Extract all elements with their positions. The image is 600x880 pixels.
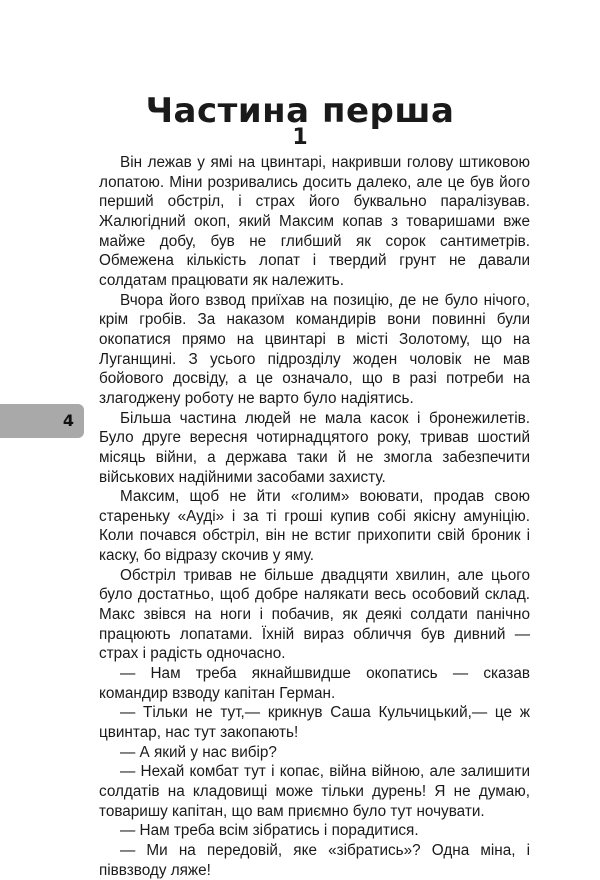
chapter-body <box>99 153 530 880</box>
chapter-number: 1 <box>292 125 308 150</box>
dialogue-line: — Нехай комбат тут і копає, війна війною, але залишити солдатів на кладовищі може тільки дурень! Я не думаю, товаришу капітан, що вам приємно було тут ночувати. <box>99 763 530 820</box>
dialogue-line: — Ми на передовій, яке «зібратись»? Одна міна, і піввзводу ляже! <box>99 841 530 879</box>
dialogue-line: — Нам треба всім зібратись і порадитися. <box>120 822 419 840</box>
paragraph: Більша частина людей не мала касок і бронежилетів. Було друге вересня чотирнадцятого року, тривав шостий місяць війни, а держава таки й не змогла забезпечити військових надійними засобами захисту. <box>99 409 530 486</box>
paragraph: Він лежав у ямі на цвинтарі, накривши голову штиковою лопатою. Міни розривались досить далеко, але це був його перший обстріл, і страх його буквально паралізував. Жалюгідний окоп, який Максим копав з товаришами вже майже добу, був не глибший як сорок сантиметрів. Обмежена кількість лопат і твердий грунт не давали солдатам працювати як належить. <box>99 154 530 289</box>
dialogue-line: — Тільки не тут,— крикнув Саша Кульчицький,— це ж цвинтар, нас тут закопають! <box>99 704 530 742</box>
paragraph: Максим, щоб не йти «голим» воювати, продав свою стареньку «Ауді» і за ті гроші купив собі якісну амуніцію. Коли почався обстріл, він не встиг прихопити свій броник і каску, бо відразу скочив у яму. <box>99 488 530 565</box>
page-number-tab <box>0 404 84 438</box>
paragraph: Вчора його взвод приїхав на позицію, де не було нічого, крім гробів. За наказом командирів вони повинні були окопатися прямо на цвинтарі в місті Золотому, що на Луганщині. З усього підрозділу жоден чоловік не мав бойового досвіду, а це означало, що в разі потреби на злагоджену роботу не варто було надіятись. <box>99 291 530 407</box>
page-number: 4 <box>62 411 74 430</box>
dialogue-line: — Нам треба якнайшвидше окопатись — сказав командир взводу капітан Герман. <box>99 665 530 702</box>
dialogue-line: — А який у нас вибір? <box>120 743 277 761</box>
paragraph: Обстріл тривав не більше двадцяти хвилин, але цього було достатньо, щоб добре налякати весь особовий склад. Макс звівся на ноги і побачив, як деякі солдати панічно працюють лопатами. Їхній вираз обличчя був дивний — страх і радість одночасно. <box>99 566 530 663</box>
part-title: Частина перша <box>145 90 455 131</box>
